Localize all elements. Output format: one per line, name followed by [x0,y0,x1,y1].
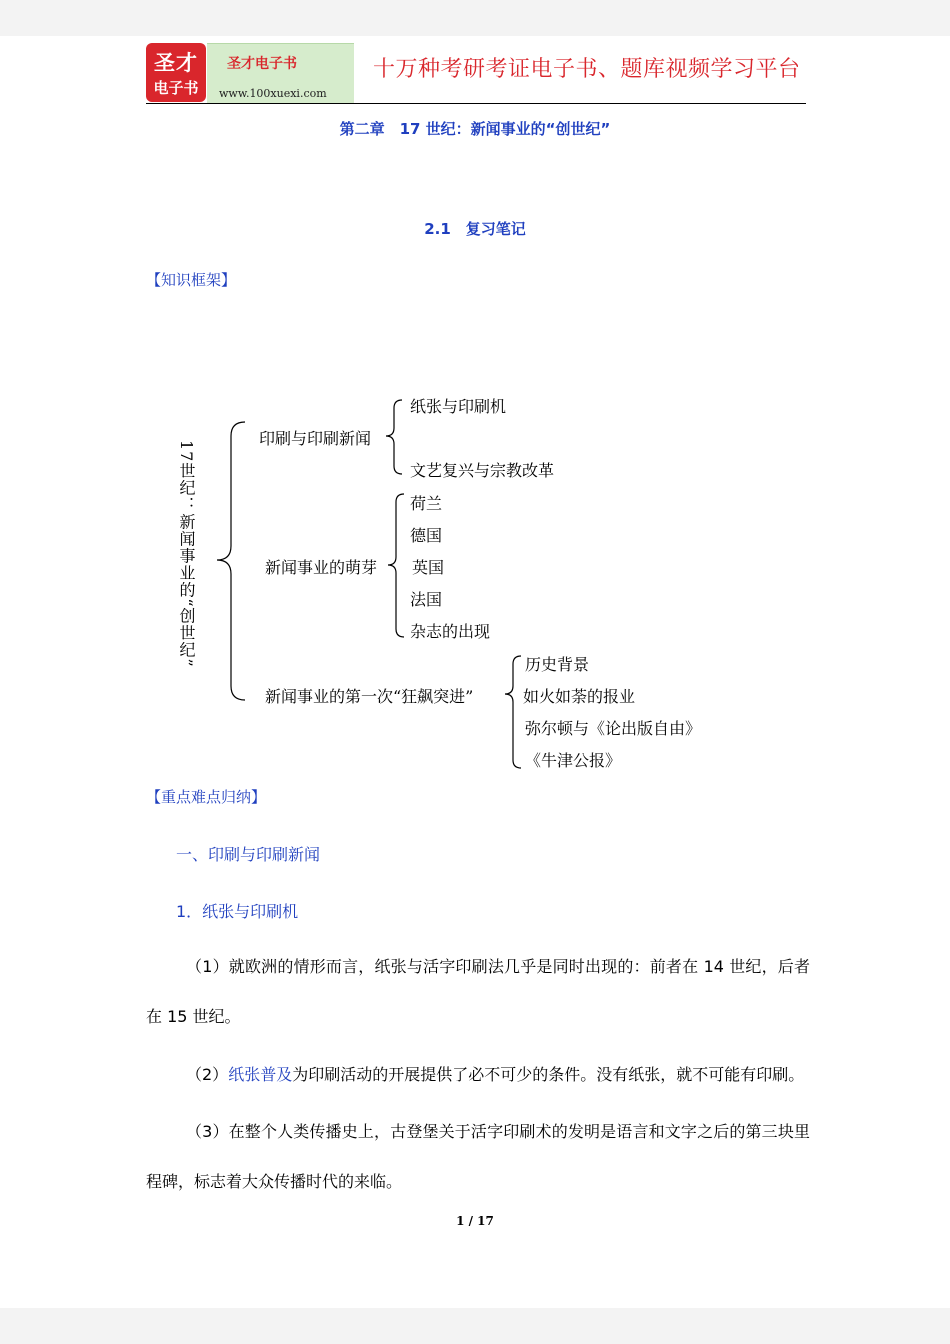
paragraph-2-highlight: 纸张普及 [228,1065,293,1084]
logo-line-1: 圣才 [154,51,198,75]
paragraph-2-prefix: （2） [186,1065,229,1084]
branch-3-bracket [505,656,521,768]
heading-paper-press: 1．纸张与印刷机 [176,902,299,921]
branch-sprouting: 新闻事业的萌芽 [265,558,378,577]
leaf-booming-press: 如火如荼的报业 [523,687,636,706]
leaf-magazines: 杂志的出现 [410,622,491,641]
brand-url[interactable]: www.100xuexi.com [219,87,327,100]
leaf-historical-background: 历史背景 [525,655,590,674]
paragraph-2 [146,1050,810,1100]
branch-printing: 印刷与印刷新闻 [259,429,372,448]
leaf-paper-press: 纸张与印刷机 [410,397,507,416]
chapter-title: 第二章 17 世纪：新闻事业的“创世纪” [339,120,611,138]
paragraph-1: （1）就欧洲的情形而言，纸张与活字印刷法几乎是同时出现的：前者在 14 世纪，后者在 15 世纪。 [146,957,810,1026]
root-bracket [217,422,245,700]
leaf-netherlands: 荷兰 [410,494,443,513]
paragraph-3: （3）在整个人类传播史上，古登堡关于活字印刷术的发明是语言和文字之后的第三块里程碑，标志着大众传播时代的来临。 [146,1122,810,1191]
bottom-margin-band [0,1308,950,1344]
branch-2-bracket [388,494,404,637]
leaf-germany: 德国 [410,526,443,545]
diagram-root: 17世纪：新闻事业的“创世纪” [177,440,196,668]
branch-1-bracket [386,400,402,474]
key-points-label: 【重点难点归纳】 [146,788,267,806]
page-number: 1 / 17 [456,1214,494,1228]
leaf-england: 英国 [412,558,445,577]
branch-first-surge: 新闻事业的第一次“狂飙突进” [265,687,474,706]
paragraph-2-rest: 为印刷活动的开展提供了必不可少的条件。没有纸张，就不可能有印刷。 [292,1065,805,1084]
heading-printing-news: 一、印刷与印刷新闻 [176,845,321,864]
brand-name: 圣才电子书 [227,56,297,72]
header-slogan: 十万种考研考证电子书、题库视频学习平台 [373,57,801,82]
leaf-renaissance-reform: 文艺复兴与宗教改革 [410,461,555,480]
leaf-oxford-gazette: 《牛津公报》 [525,751,622,770]
section-title: 2.1 复习笔记 [424,220,526,238]
leaf-milton-areopagitica: 弥尔顿与《论出版自由》 [525,719,702,738]
leaf-france: 法国 [410,590,443,609]
logo-line-2: 电子书 [153,79,199,97]
framework-label: 【知识框架】 [146,271,237,289]
